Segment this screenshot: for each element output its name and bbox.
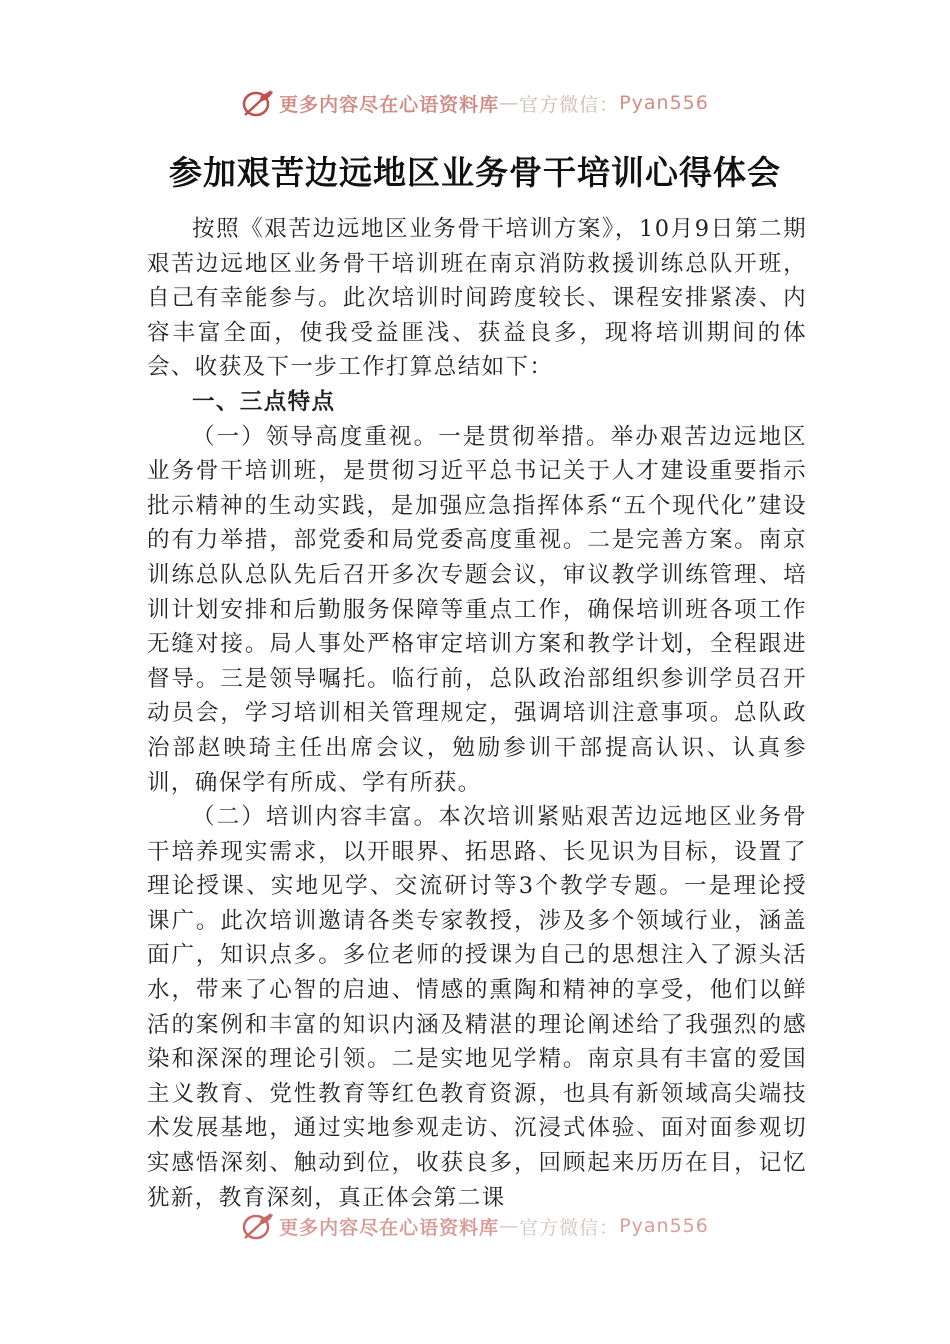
watermark-dash: — (499, 1215, 520, 1237)
watermark-id: Pyan556 (619, 1215, 709, 1237)
subsection-paragraph-1: （一）领导高度重视。一是贯彻举措。举办艰苦边远地区业务骨干培训班，是贯彻习近平总书记关于人才建设重要指示批示精神的生动实践，是加强应急指挥体系“五个现代化”建设的有力举措，部党委和局党委高度重视。二是完善方案。南京训练总队总队先后召开多次专题会议，审议教学训练管理、培训计划安排和后勤服务保障等重点工作，确保培训班各项工作无缝对接。局人事处严格审定培训方案和教学计划，全程跟进督导。三是领导嘱托。临行前，总队政治部组织参训学员召开动员会，学习培训相关管理规定，强调培训注意事项。总队政治部赵映琦主任出席会议，勉励参训干部提高认识、认真参训，确保学有所成、学有所获。 (147, 423, 807, 796)
quill-logo-icon (241, 1211, 275, 1241)
watermark-prefix: 更多内容尽在心语资料库 (279, 1216, 500, 1239)
intro-paragraph: 按照《艰苦边远地区业务骨干培训方案》，10月9日第二期艰苦边远地区业务骨干培训班在南京消防救援训练总队开班，自己有幸能参与。此次培训时间跨度较长、课程安排紧凑、内容丰富全面，使我受益匪浅、获益良多，现将培训期间的体会、收获及下一步工作打算总结如下： (147, 216, 807, 381)
section-heading: 一、三点特点 (192, 388, 336, 415)
watermark-id: Pyan556 (619, 92, 709, 114)
watermark-bottom (0, 1209, 950, 1243)
document-title: 参加艰苦边远地区业务骨干培训心得体会 (169, 153, 781, 192)
subsection-lead-2: （二）培训内容丰富。 (192, 804, 439, 831)
watermark-prefix: 更多内容尽在心语资料库 (279, 93, 500, 116)
watermark-label: 官方微信： (519, 93, 620, 116)
watermark-dash: — (499, 92, 520, 114)
quill-logo-icon (241, 88, 275, 118)
document-body (147, 212, 807, 1215)
subsection-paragraph-2: （二）培训内容丰富。本次培训紧贴艰苦边远地区业务骨干培养现实需求，以开眼界、拓思路、长见识为目标，设置了理论授课、实地见学、交流研讨等3个教学专题。一是理论授课广。此次培训邀请各类专家教授，涉及多个领域行业，涵盖面广，知识点多。多位老师的授课为自己的思想注入了源头活水，带来了心智的启迪、情感的熏陶和精神的享受，他们以鲜活的案例和丰富的知识内涵及精湛的理论阐述给了我强烈的感染和深深的理论引领。二是实地见学精。南京具有丰富的爱国主义教育、党性教育等红色教育资源，也具有新领域高尖端技术发展基地，通过实地参观走访、沉浸式体验、面对面参观切实感悟深刻、触动到位，收获良多，回顾起来历历在目，记忆犹新，教育深刻，真正体会第二课 (147, 804, 807, 1211)
watermark-label: 官方微信： (519, 1216, 620, 1239)
subsection-lead-1: （一）领导高度重视。 (192, 423, 439, 450)
watermark-top (0, 86, 950, 120)
